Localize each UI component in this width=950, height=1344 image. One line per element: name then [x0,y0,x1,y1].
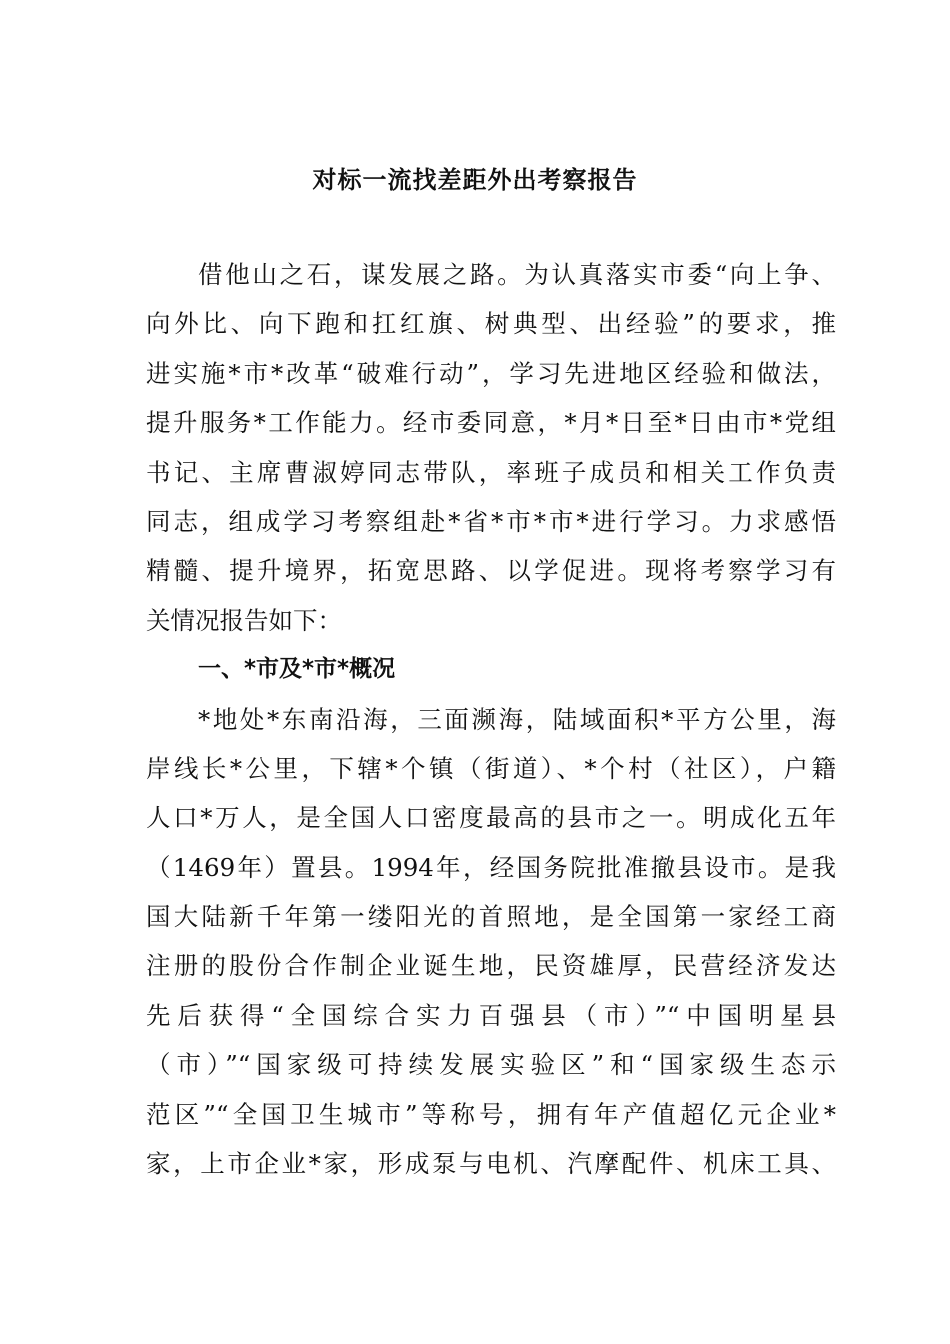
body-line: 关情况报告如下： [146,605,342,635]
body-line: 书记、主席曹淑婷同志带队，率班子成员和相关工作负责 [146,457,836,487]
body-line: 家，上市企业*家，形成泵与电机、汽摩配件、机床工具、 [146,1149,836,1179]
body-line: 提升服务*工作能力。经市委同意，*月*日至*日由市*党组 [146,408,836,438]
body-line: 国大陆新千年第一缕阳光的首照地，是全国第一家经工商 [146,902,836,932]
body-line: 向外比、向下跑和扛红旗、树典型、出经验”的要求，推 [146,309,836,339]
document-body [146,250,836,1188]
body-line: 精髓、提升境界，拓宽思路、以学促进。现将考察学习有 [146,556,836,586]
body-line: （市）”“国家级可持续发展实验区”和“国家级生态示 [146,1050,836,1080]
body-line: 岸线长*公里，下辖*个镇（街道）、*个村（社区），户籍 [146,753,836,783]
body-line: *地处*东南沿海，三面濒海，陆域面积*平方公里，海 [198,704,836,734]
body-line: 人口*万人，是全国人口密度最高的县市之一。明成化五年 [146,803,836,833]
body-line: 借他山之石，谋发展之路。为认真落实市委“向上争、 [198,260,836,289]
body-line: 同志，组成学习考察组赴*省*市*市*进行学习。力求感悟 [146,506,836,536]
section-heading: 一、*市及*市*概况 [198,656,396,683]
body-line: 先后获得“全国综合实力百强县（市）”“中国明星县 [146,1000,836,1030]
body-line: 范区”“全国卫生城市”等称号，拥有年产值超亿元企业* [146,1099,836,1129]
body-line: （1469年）置县。1994年，经国务院批准撤县设市。是我 [146,852,836,882]
body-line: 注册的股份合作制企业诞生地，民资雄厚，民营经济发达 [146,951,836,981]
document-title: 对标一流找差距外出考察报告 [312,165,638,194]
body-line: 进实施*市*改革“破难行动”，学习先进地区经验和做法， [146,358,836,388]
